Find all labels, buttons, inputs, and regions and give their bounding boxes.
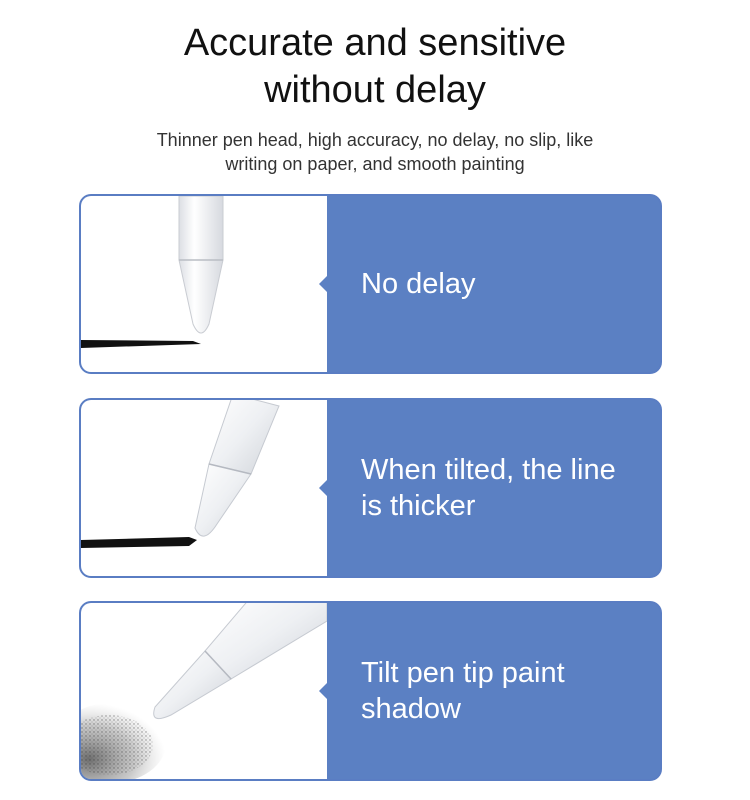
pen-body xyxy=(179,196,223,260)
feature-text xyxy=(361,452,648,524)
title-line-1: Accurate and sensitive xyxy=(183,22,567,64)
feature-text xyxy=(361,266,648,302)
pen-tip xyxy=(179,260,223,333)
pen-illustration-panel xyxy=(81,603,327,779)
pen-body xyxy=(205,603,327,679)
subtitle-line-1: Thinner pen head, high accuracy, no delay, no slip, like xyxy=(156,130,594,150)
feature-line-2: is thicker xyxy=(361,490,476,522)
callout-pointer xyxy=(319,479,328,497)
title-line-2: without delay xyxy=(264,69,486,111)
page-subtitle xyxy=(0,128,750,176)
ink-line xyxy=(81,340,201,348)
feature-line-1: When tilted, the line xyxy=(361,454,616,486)
feature-card-shadow xyxy=(79,601,662,781)
feature-card-tilted-line xyxy=(79,398,662,578)
callout-pointer xyxy=(319,275,328,293)
pen-illustration-panel xyxy=(81,196,327,372)
feature-line-1: Tilt pen tip paint xyxy=(361,657,565,689)
ink-line-thick xyxy=(81,537,197,548)
pen-shading-illustration xyxy=(81,603,327,779)
feature-line-2: shadow xyxy=(361,693,461,725)
pen-illustration-panel xyxy=(81,400,327,576)
feature-text xyxy=(361,655,648,727)
pen-tilted-illustration xyxy=(81,400,327,576)
pen-vertical-illustration xyxy=(81,196,327,372)
pen-body xyxy=(209,400,279,474)
callout-pointer xyxy=(319,682,328,700)
page-title xyxy=(0,20,750,114)
subtitle-line-2: writing on paper, and smooth painting xyxy=(225,154,525,174)
feature-line-1: No delay xyxy=(361,268,476,300)
feature-card-no-delay xyxy=(79,194,662,374)
pen-tip xyxy=(195,464,251,536)
